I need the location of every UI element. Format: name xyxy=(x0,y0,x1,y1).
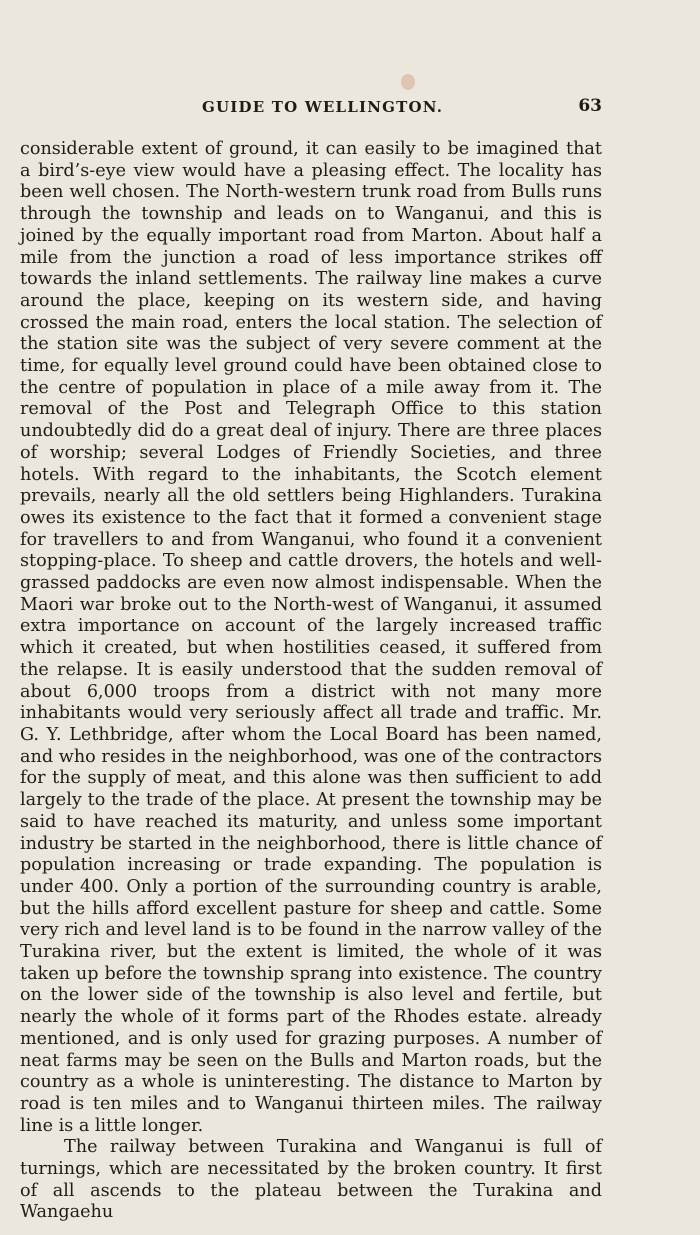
running-title: GUIDE TO WELLINGTON. xyxy=(202,98,444,116)
page-number: 63 xyxy=(578,96,602,116)
paragraph-railway: The railway between Turakina and Wanganui is full of turnings, which are necessitated by the broken country. It first of all ascends to the plateau between the Turakina and Wangaehu xyxy=(20,1137,602,1223)
body-text xyxy=(20,139,602,1224)
running-header xyxy=(20,96,602,120)
page-stain xyxy=(401,74,415,90)
paragraph-continued: considerable extent of ground, it can easily to be imagined that a bird’s-eye view would have a pleasing effect. The locality has been well chosen. The North-western trunk road from Bulls runs through the township and leads on to Wanganui, and this is joined by the equally important road from Marton. About half a mile from the junction a road of less importance strikes off towards the inland settlements. The railway line makes a curve around the place, keeping on its western side, and having crossed the main road, enters the local station. The selection of the station site was the subject of very severe comment at the time, for equally level ground could have been obtained close to the centre of population in place of a mile away from it. The removal of the Post and Telegraph Office to this station undoubtedly did do a great deal of injury. There are three places of worship; several Lodges of Friendly Societies, and three hotels. With regard to the inhabitants, the Scotch element prevails, nearly all the old settlers being Highlanders. Turakina owes its existence to the fact that it formed a convenient stage for travellers to and from Wanganui, who found it a convenient stopping-place. To sheep and cattle drovers, the hotels and well-grassed paddocks are even now almost indispensable. When the Maori war broke out to the North-west of Wanganui, it assumed extra importance on account of the largely increased traffic which it created, but when hostilities ceased, it suffered from the relapse. It is easily understood that the sudden removal of about 6,000 troops from a district with not many more inhabitants would very seriously affect all trade and traffic. Mr. G. Y. Lethbridge, after whom the Local Board has been named, and who resides in the neighborhood, was one of the contractors for the supply of meat, and this alone was then sufficient to add largely to the trade of the place. At present the township may be said to have reached its maturity, and unless some important industry be started in the neighborhood, there is little chance of population increasing or trade expanding. The population is under 400. Only a portion of the surrounding country is arable, but the hills afford excellent pasture for sheep and cattle. Some very rich and level land is to be found in the narrow valley of the Turakina river, but the extent is limited, the whole of it was taken up before the township sprang into existence. The country on the lower side of the township is also level and fertile, but nearly the whole of it forms part of the Rhodes estate. already mentioned, and is only used for grazing purposes. A number of neat farms may be seen on the Bulls and Marton roads, but the country as a whole is uninteresting. The distance to Marton by road is ten miles and to Wanganui thirteen miles. The railway line is a little longer. xyxy=(20,139,602,1136)
